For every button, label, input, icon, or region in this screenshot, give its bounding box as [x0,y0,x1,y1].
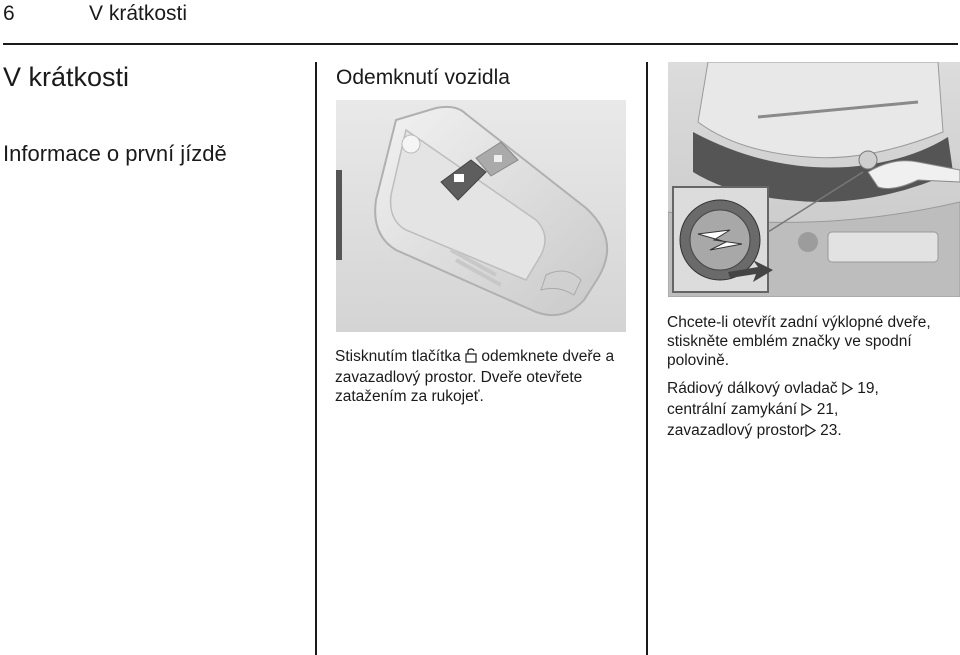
header-rule [3,43,958,45]
page-number: 6 [3,2,15,25]
page-reference-arrow-icon [801,402,812,421]
unlock-instructions [335,347,635,406]
remote-key-image [336,100,626,332]
unlock-text-before: Stisknutím tlačítka [335,348,461,365]
page-reference-arrow-icon [805,423,816,442]
column-divider-2 [646,62,648,655]
section-title: Informace o první jízdě [3,141,227,166]
cross-references [667,379,959,442]
ref-central-locking-page[interactable]: 21, [816,401,839,418]
ref-luggage-label: zavazadlový prostor [667,422,805,439]
column-divider-1 [315,62,317,655]
ref-remote-page[interactable]: 19, [857,380,879,397]
ref-central-locking-label: centrální zamykání [667,401,798,418]
unlock-text-after: odemknete dveře a zavazadlový prostor. Dveře otevřete zatažením za rukojeť. [335,348,615,405]
unlock-icon [465,348,477,368]
tailgate-emblem-image [668,62,960,297]
chapter-title: V krátkosti [3,62,130,92]
ref-luggage-page[interactable]: 23. [820,422,842,439]
running-title: V krátkosti [89,2,188,25]
page-reference-arrow-icon [842,381,853,400]
tailgate-instructions: Chcete-li otevřít zadní výklopné dveře, stiskněte emblém značky ve spodní polovině. [667,314,931,369]
subsection-title: Odemknutí vozidla [336,66,510,89]
ref-remote-label: Rádiový dálkový ovladač [667,380,838,397]
